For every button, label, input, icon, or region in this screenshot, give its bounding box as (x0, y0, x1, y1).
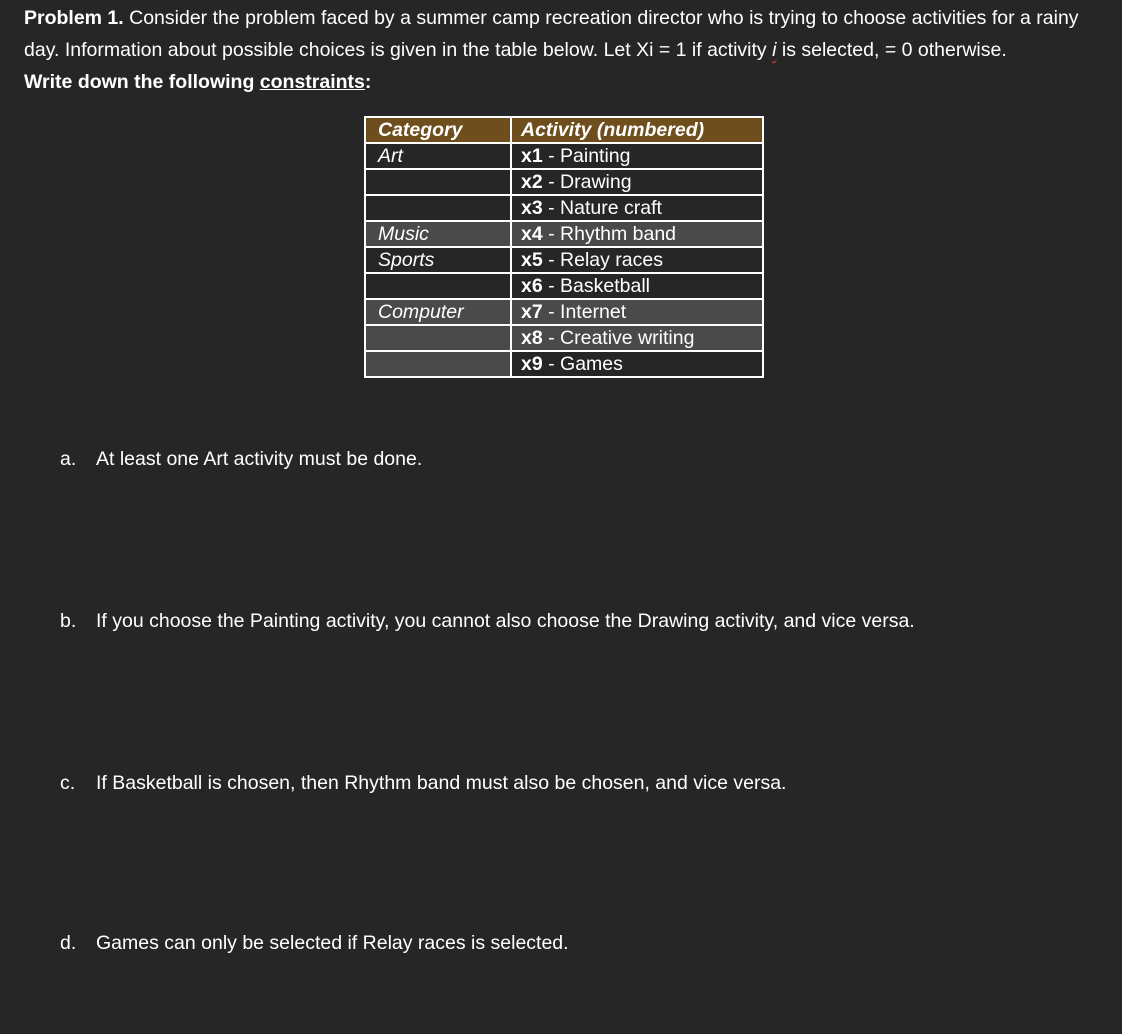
table-row (365, 169, 763, 195)
activity-cell (511, 299, 763, 325)
problem-statement (24, 2, 1104, 98)
activity-cell (511, 247, 763, 273)
activity-cell (511, 351, 763, 377)
category-cell: Art (365, 143, 511, 169)
question-b (60, 608, 915, 634)
question-text: Games can only be selected if Relay races is selected. (96, 932, 569, 954)
activity-var: x1 (521, 145, 543, 167)
question-letter: b. (60, 610, 77, 632)
table-row (365, 299, 763, 325)
activity-name: - Internet (542, 301, 627, 323)
problem-text-part1: Consider the problem faced by a summer camp recreation director who is trying to choose activities for a rainy day. Information about possible choices is given in the table below. Let Xi = 1 if activity (24, 7, 1079, 61)
question-d (60, 930, 569, 956)
question-text: At least one Art activity must be done. (96, 448, 423, 470)
table-row (365, 325, 763, 351)
activity-cell (511, 169, 763, 195)
activity-cell (511, 195, 763, 221)
table-header-row (365, 117, 763, 143)
category-cell: Music (365, 221, 511, 247)
question-letter: a. (60, 448, 77, 470)
activity-name: - Drawing (542, 171, 632, 193)
activities-table (364, 116, 764, 378)
activity-cell (511, 325, 763, 351)
table-row (365, 247, 763, 273)
question-text: If Basketball is chosen, then Rhythm band must also be chosen, and vice versa. (96, 772, 787, 794)
header-category: Category (365, 117, 511, 143)
table-row (365, 221, 763, 247)
activity-cell (511, 143, 763, 169)
table-row (365, 351, 763, 377)
question-letter: d. (60, 932, 77, 954)
question-a (60, 446, 422, 472)
table-row (365, 273, 763, 299)
activity-name: - Rhythm band (542, 223, 677, 245)
activity-var: x6 (521, 275, 543, 297)
category-cell (365, 351, 511, 377)
category-cell (365, 273, 511, 299)
question-letter: c. (60, 772, 76, 794)
category-cell (365, 169, 511, 195)
activity-name: - Relay races (542, 249, 663, 271)
activity-var: x2 (521, 171, 543, 193)
table-row (365, 143, 763, 169)
category-cell (365, 195, 511, 221)
table-row (365, 195, 763, 221)
header-activity: Activity (numbered) (511, 117, 763, 143)
question-c (60, 770, 786, 796)
activity-name: - Nature craft (542, 197, 662, 219)
instruction-underlined: constraints (259, 71, 365, 93)
category-cell: Computer (365, 299, 511, 325)
instruction (24, 71, 371, 93)
activity-var: x4 (521, 223, 543, 245)
activity-name: - Games (542, 353, 623, 375)
activity-name: - Creative writing (542, 327, 695, 349)
variable-i: i (772, 39, 777, 61)
activity-name: - Painting (542, 145, 631, 167)
activity-var: x5 (521, 249, 543, 271)
activity-cell (511, 221, 763, 247)
problem-label: Problem 1. (24, 7, 124, 29)
activity-var: x3 (521, 197, 543, 219)
instruction-suffix: : (364, 71, 372, 93)
problem-text-part2: is selected, = 0 otherwise. (776, 39, 1007, 61)
activity-cell (511, 273, 763, 299)
category-cell: Sports (365, 247, 511, 273)
activity-var: x7 (521, 301, 543, 323)
activity-var: x9 (521, 353, 543, 375)
activity-var: x8 (521, 327, 543, 349)
instruction-prefix: Write down the following (24, 71, 260, 93)
category-cell (365, 325, 511, 351)
question-text: If you choose the Painting activity, you cannot also choose the Drawing activity, and vice versa. (96, 610, 915, 632)
activity-name: - Basketball (542, 275, 651, 297)
